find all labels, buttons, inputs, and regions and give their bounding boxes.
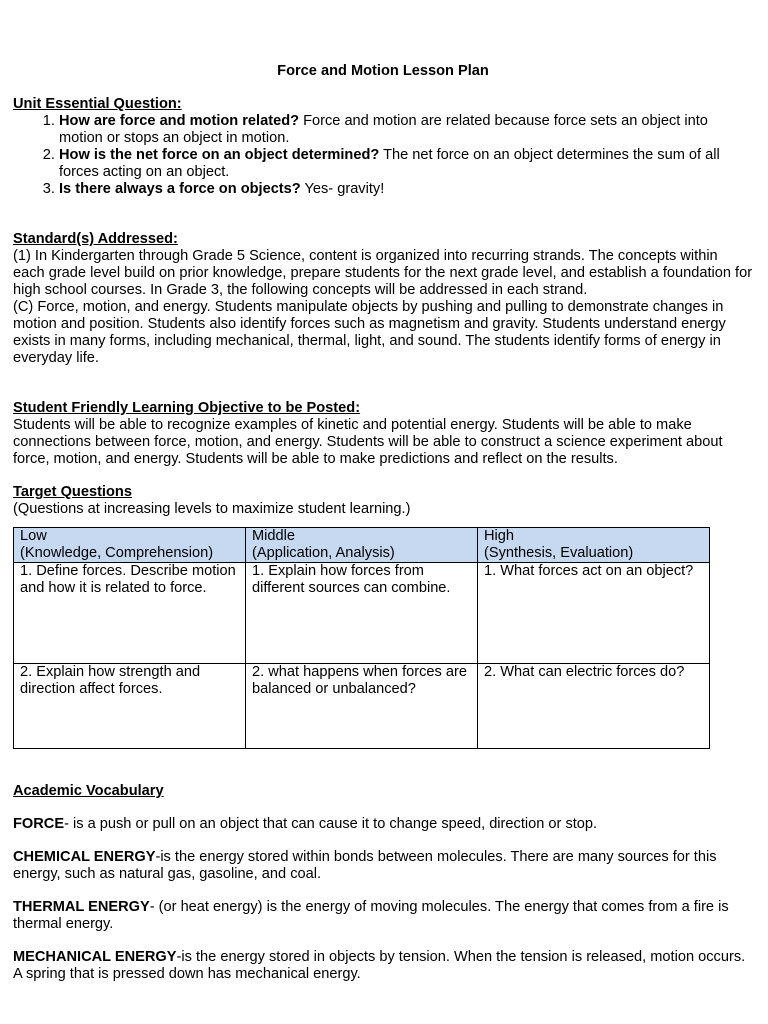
objective-heading: Student Friendly Learning Objective to be Posted: bbox=[13, 400, 361, 416]
essential-question-list bbox=[13, 113, 753, 198]
table-cell: 1. What forces act on an object? bbox=[478, 563, 710, 664]
essential-question-section bbox=[13, 96, 753, 198]
list-item bbox=[59, 181, 753, 198]
objective-section bbox=[13, 400, 753, 468]
question-text: How are force and motion related? bbox=[59, 113, 300, 129]
vocab-definition: - (or heat energy) is the energy of moving molecules. The energy that comes from a fire is thermal energy. bbox=[13, 899, 729, 932]
answer-text: Force and motion are related because force sets an object into motion or stops an object in motion. bbox=[59, 113, 708, 146]
target-questions-section bbox=[13, 484, 753, 749]
vocab-term: FORCE bbox=[13, 816, 65, 832]
column-desc: (Knowledge, Comprehension) bbox=[20, 545, 214, 561]
standards-paragraph-1: (1) In Kindergarten through Grade 5 Science, content is organized into recurring strands. The concepts within each grade level build on prior knowledge, prepare students for the next grade level, and establish a foundation for high school courses. In Grade 3, the following concepts will be addressed in each strand. bbox=[13, 248, 753, 298]
vocab-item bbox=[13, 899, 753, 933]
page-title: Force and Motion Lesson Plan bbox=[277, 63, 489, 79]
table-cell: 2. Explain how strength and direction affect forces. bbox=[14, 664, 246, 749]
objective-text: Students will be able to recognize examples of kinetic and potential energy. Students will be able to make connections between force, motion, and energy. Students will be able to construct a science experiment about force, motion, and energy. Students will be able to make predictions and reflect on the results. bbox=[13, 417, 723, 467]
vocab-definition: -is the energy stored within bonds between molecules. There are many sources for this energy, such as natural gas, gasoline, and coal. bbox=[13, 849, 717, 882]
target-questions-table bbox=[13, 527, 710, 749]
column-header-middle bbox=[246, 528, 478, 563]
table-row bbox=[14, 664, 710, 749]
column-desc: (Application, Analysis) bbox=[252, 545, 395, 561]
vocab-heading: Academic Vocabulary bbox=[13, 783, 164, 799]
answer-text: The net force on an object determines the sum of all forces acting on an object. bbox=[59, 147, 720, 180]
table-cell: 2. what happens when forces are balanced or unbalanced? bbox=[246, 664, 478, 749]
target-heading: Target Questions bbox=[13, 484, 132, 500]
column-level: Low bbox=[20, 528, 47, 544]
vocab-term: THERMAL ENERGY bbox=[13, 899, 150, 915]
question-text: Is there always a force on objects? bbox=[59, 181, 301, 197]
column-level: Middle bbox=[252, 528, 295, 544]
question-text: How is the net force on an object determined? bbox=[59, 147, 380, 163]
standards-section bbox=[13, 231, 753, 367]
column-header-low bbox=[14, 528, 246, 563]
column-header-high bbox=[478, 528, 710, 563]
vocab-item bbox=[13, 816, 753, 833]
document-page bbox=[13, 63, 753, 999]
vocabulary-section bbox=[13, 783, 753, 983]
table-cell: 2. What can electric forces do? bbox=[478, 664, 710, 749]
vocab-item bbox=[13, 949, 753, 983]
list-item bbox=[59, 113, 753, 147]
list-item bbox=[59, 147, 753, 181]
table-cell: 1. Define forces. Describe motion and how it is related to force. bbox=[14, 563, 246, 664]
table-cell: 1. Explain how forces from different sources can combine. bbox=[246, 563, 478, 664]
vocab-term: CHEMICAL ENERGY bbox=[13, 849, 156, 865]
table-row bbox=[14, 563, 710, 664]
column-level: High bbox=[484, 528, 515, 544]
target-subtitle: (Questions at increasing levels to maximize student learning.) bbox=[13, 501, 411, 517]
essential-heading: Unit Essential Question: bbox=[13, 96, 182, 112]
column-desc: (Synthesis, Evaluation) bbox=[484, 545, 634, 561]
vocab-term: MECHANICAL ENERGY bbox=[13, 949, 177, 965]
vocab-item bbox=[13, 849, 753, 883]
standards-heading: Standard(s) Addressed: bbox=[13, 231, 178, 247]
answer-text: Yes- gravity! bbox=[300, 181, 385, 197]
vocab-definition: - is a push or pull on an object that can cause it to change speed, direction or stop. bbox=[64, 816, 598, 832]
table-header-row bbox=[14, 528, 710, 563]
standards-paragraph-2: (C) Force, motion, and energy. Students manipulate objects by pushing and pulling to demonstrate changes in motion and position. Students also identify forces such as magnetism and gravity. Students understand energy exists in many forms, including mechanical, thermal, light, and sound. The students identify forms of energy in everyday life. bbox=[13, 299, 726, 366]
vocab-definition: -is the energy stored in objects by tension. When the tension is released, motion occurs. A spring that is pressed down has mechanical energy. bbox=[13, 949, 746, 982]
